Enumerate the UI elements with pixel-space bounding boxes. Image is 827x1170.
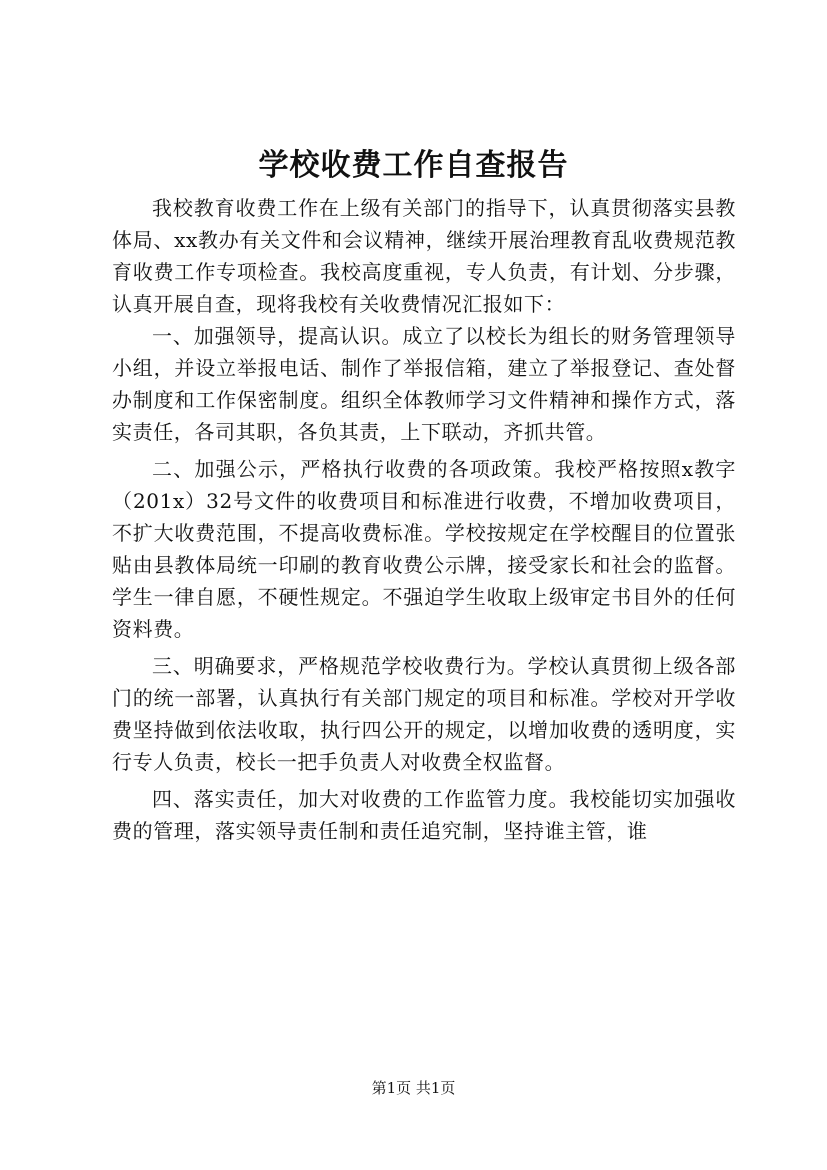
paragraph-section-3: 三、明确要求，严格规范学校收费行为。学校认真贯彻上级各部门的统一部署，认真执行有关部门规定的项目和标准。学校对开学收费坚持做到依法收取，执行四公开的规定，以增加收费的透明度，实行专人负责，校长一把手负责人对收费全权监督。: [112, 654, 736, 774]
paragraph-section-1: 一、加强领导，提高认识。成立了以校长为组长的财务管理领导小组，并设立举报电话、制作了举报信箱，建立了举报登记、查处督办制度和工作保密制度。组织全体教师学习文件精神和操作方式，落实责任，各司其职，各负其责，上下联动，齐抓共管。: [112, 324, 736, 444]
document-title: 学校收费工作自查报告: [258, 148, 569, 183]
document-body: [112, 192, 736, 847]
paragraph-section-2: 二、加强公示，严格执行收费的各项政策。我校严格按照x教字（201x）32号文件的收费项目和标准进行收费，不增加收费项目，不扩大收费范围，不提高收费标准。学校按规定在学校醒目的位置张贴由县教体局统一印刷的教育收费公示牌，接受家长和社会的监督。学生一律自愿，不硬性规定。不强迫学生收取上级审定书目外的任何资料费。: [112, 457, 736, 641]
paragraph-intro: 我校教育收费工作在上级有关部门的指导下，认真贯彻落实县教体局、xx教办有关文件和会议精神，继续开展治理教育乱收费规范教育收费工作专项检查。我校高度重视，专人负责，有计划、分步骤，认真开展自查，现将我校有关收费情况汇报如下：: [112, 196, 736, 316]
page-footer: 第1页 共1页: [371, 1079, 456, 1097]
paragraph-section-4: 四、落实责任，加大对收费的工作监管力度。我校能切实加强收费的管理，落实领导责任制和责任追究制，坚持谁主管，谁: [112, 787, 736, 843]
